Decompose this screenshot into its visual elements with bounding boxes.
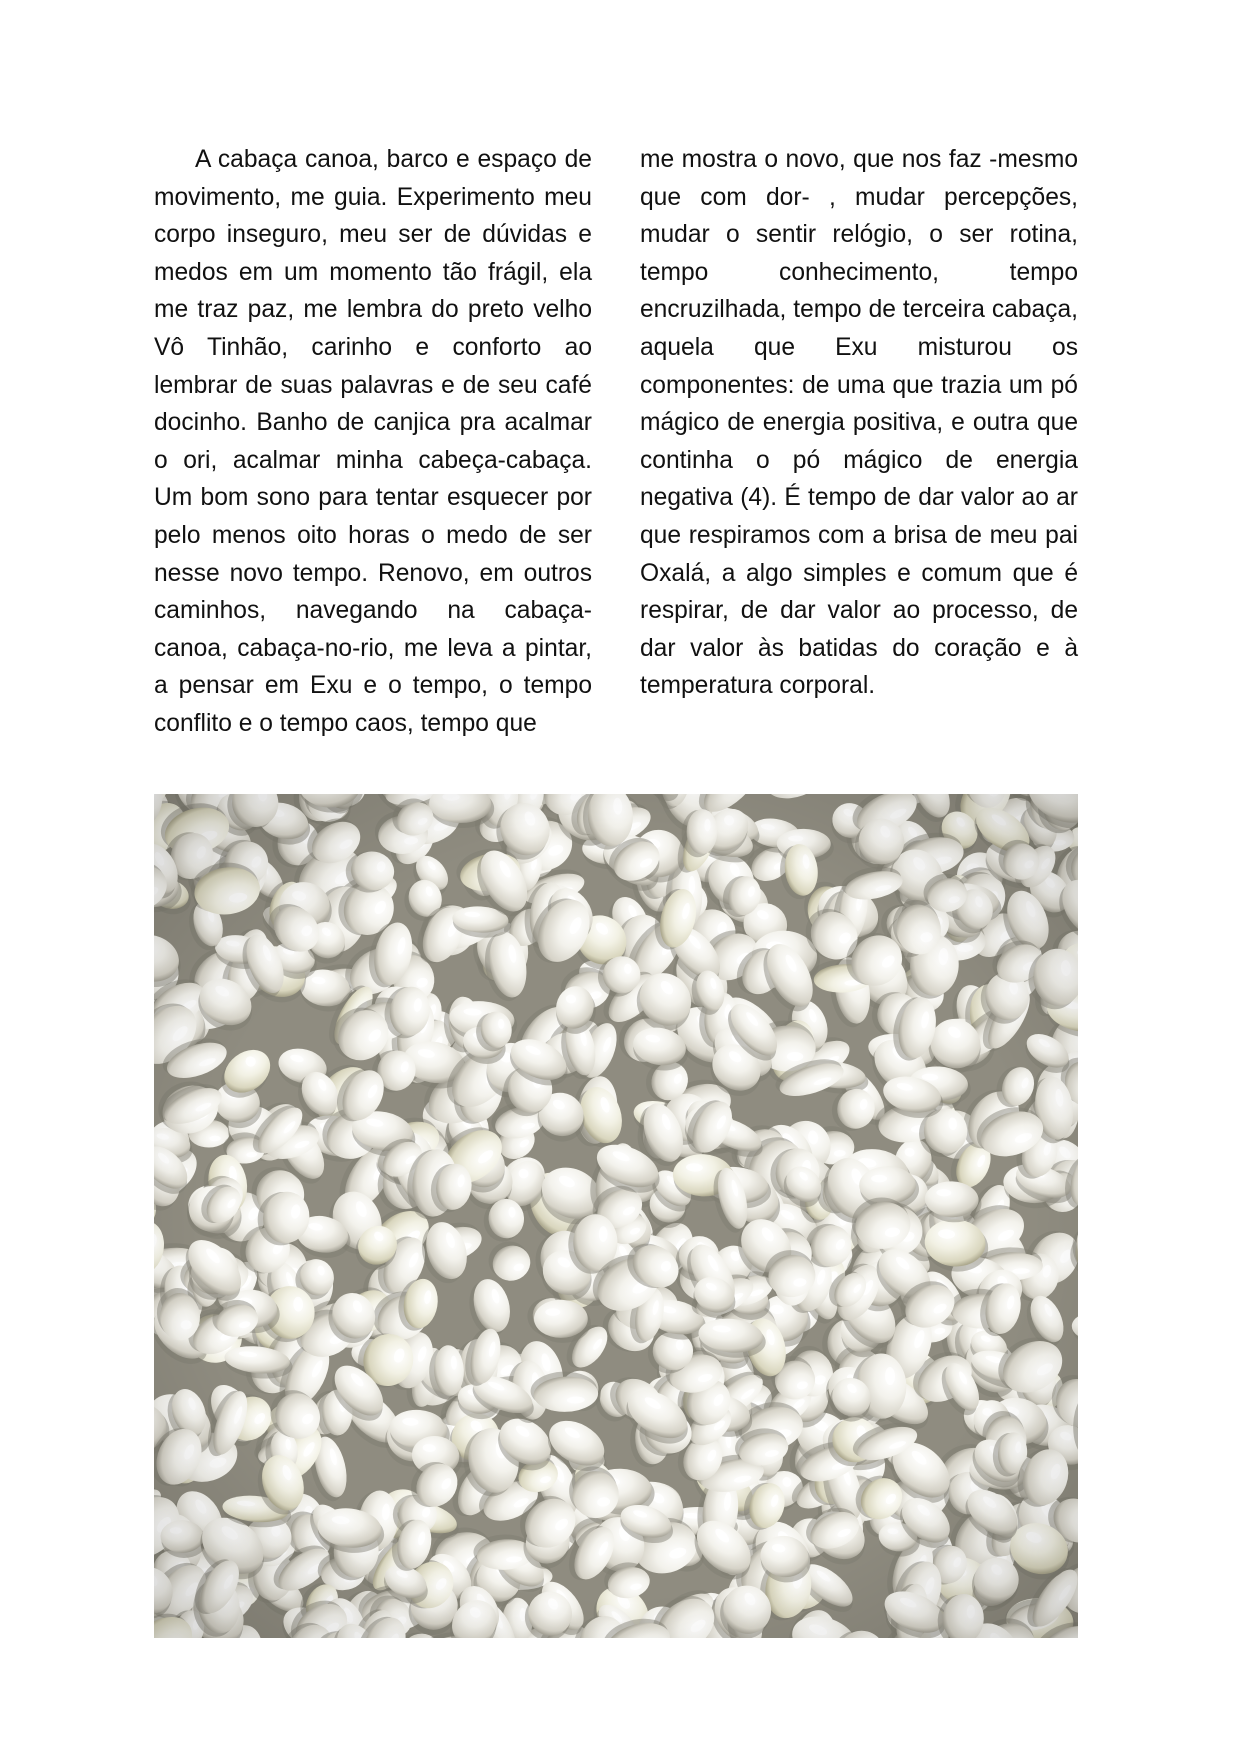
two-column-text bbox=[154, 141, 1078, 781]
right-paragraph: me mostra o novo, que nos faz -mesmo que com dor- , mudar percepções, mudar o sentir relógio, o ser rotina, tempo conhecimento, tempo encruzilhada, tempo de terceira cabaça, aquela que Exu misturou os componentes: de uma que trazia um pó mágico de energia positiva, e outra que continha o pó mágico de energia negativa (4). É tempo de dar valor ao ar que respiramos com a brisa de meu pai Oxalá, a algo simples e comum que é respirar, de dar valor ao processo, de dar valor às batidas do coração e à temperatura corporal. bbox=[640, 146, 1078, 700]
left-paragraph: A cabaça canoa, barco e espaço de movimento, me guia. Experimento meu corpo inseguro, meu ser de dúvidas e medos em um momento tão frágil, ela me traz paz, me lembra do preto velho Vô Tinhão, carinho e conforto ao lembrar de suas palavras e de seu café docinho. Banho de canjica pra acalmar o ori, acalmar minha cabeça-cabaça. Um bom sono para tentar esquecer por pelo menos oito horas o medo de ser nesse novo tempo. Renovo, em outros caminhos, navegando na cabaça-canoa, cabaça-no-rio, me leva a pintar, a pensar em Exu e o tempo, o tempo conflito e o tempo caos, tempo que bbox=[154, 146, 592, 737]
left-text-column bbox=[154, 141, 592, 781]
right-text-column bbox=[640, 141, 1078, 781]
canjica-photo bbox=[154, 794, 1078, 1638]
canjica-grains-image bbox=[154, 794, 1078, 1638]
